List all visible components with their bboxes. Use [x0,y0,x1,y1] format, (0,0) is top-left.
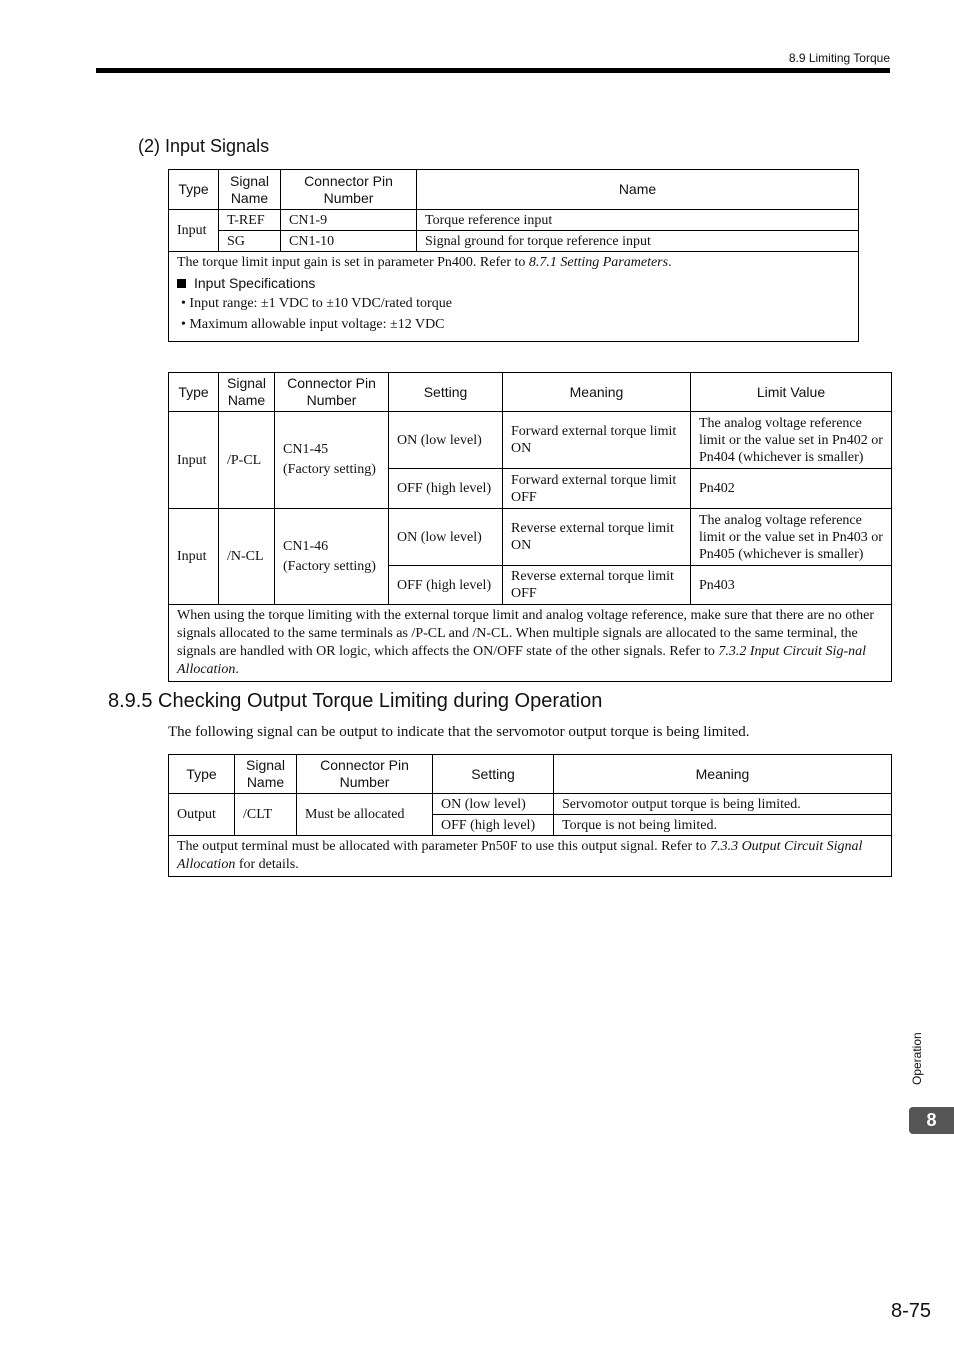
section-heading: 8.9.5 Checking Output Torque Limiting during Operation [108,690,603,712]
spec-bullet: • Input range: ±1 VDC to ±10 VDC/rated torque [181,296,452,311]
setting-cell: ON (low level) [389,509,503,566]
table-header-row [169,373,892,412]
signal-cell: T-REF [219,210,281,231]
table-note [169,252,859,342]
note-reference: 7.3.2 Input Circuit Sig-nal Allocation [177,644,867,677]
col-limit-value: Limit Value [691,373,892,412]
table-row [169,412,892,469]
table-row [169,509,892,566]
spec-heading: Input Specifications [194,275,316,291]
external-torque-limit-table [168,372,892,682]
pin-cell: Must be allocated [297,794,433,836]
output-signal-table [168,754,892,877]
table-note-row [169,836,892,877]
table-note-row [169,605,892,682]
note-end: for details. [235,857,299,872]
pin-cell [275,509,389,605]
type-cell: Input [169,509,219,605]
note-text: The torque limit input gain is set in parameter Pn400. Refer to [177,255,529,270]
setting-cell: OFF (high level) [389,566,503,605]
signal-cell: /N-CL [219,509,275,605]
table-row [169,231,859,252]
chapter-tab: 8 [909,1107,954,1134]
pin-cell: CN1-9 [281,210,417,231]
col-meaning: Meaning [554,755,892,794]
setting-cell: ON (low level) [389,412,503,469]
pin-cell: CN1-10 [281,231,417,252]
table-row [169,210,859,231]
col-signal-name: Signal Name [235,755,297,794]
col-type: Type [169,755,235,794]
limit-cell: Pn402 [691,469,892,509]
input-signals-heading: (2) Input Signals [138,136,270,156]
pin-note: (Factory setting) [283,558,376,574]
signal-cell: /CLT [235,794,297,836]
col-connector-pin: Connector Pin Number [281,170,417,210]
table-header-row [169,755,892,794]
limit-cell: The analog voltage reference limit or the value set in Pn403 or Pn405 (whichever is smaller) [691,509,892,566]
note-reference: 7.3.3 Output Circuit Signal Allocation [177,839,863,872]
pin-cell [275,412,389,509]
note-reference: 8.7.1 Setting Parameters [528,255,669,270]
meaning-cell: Forward external torque limit OFF [503,469,691,509]
limit-cell: The analog voltage reference limit or the value set in Pn402 or Pn404 (whichever is smaller) [691,412,892,469]
pin-number: CN1-45 [283,442,329,457]
setting-cell: OFF (high level) [389,469,503,509]
meaning-cell: Reverse external torque limit ON [503,509,691,566]
name-cell: Signal ground for torque reference input [417,231,859,252]
table-note [169,836,892,877]
setting-cell: ON (low level) [433,794,554,815]
note-text: When using the torque limiting with the external torque limit and analog voltage reference, make sure that there are no other signals allocated to the same terminals as /P-CL and /N-CL. When multiple signals are allocated to the same terminal, the signals are handled with OR logic, which affects the ON/OFF state of the other signals. Refer to [177,608,875,659]
col-type: Type [169,170,219,210]
note-end: . [235,662,239,677]
table-note-row [169,252,859,342]
note-end: . [668,255,672,270]
col-connector-pin: Connector Pin Number [297,755,433,794]
signal-cell: /P-CL [219,412,275,509]
running-header: 8.9 Limiting Torque [788,51,890,65]
meaning-cell: Servomotor output torque is being limited. [554,794,892,815]
table-header-row [169,170,859,210]
page-number: 8-75 [890,1300,931,1322]
spec-bullet: • Maximum allowable input voltage: ±12 VDC [181,317,445,332]
setting-cell: OFF (high level) [433,815,554,836]
section-lead-text: The following signal can be output to indicate that the servomotor output torque is being limited. [168,724,750,740]
col-meaning: Meaning [503,373,691,412]
col-type: Type [169,373,219,412]
type-cell: Output [169,794,235,836]
chapter-side-label: Operation [910,1032,924,1085]
col-signal-name: Signal Name [219,170,281,210]
col-name: Name [417,170,859,210]
table-row [169,794,892,815]
note-text: The output terminal must be allocated with parameter Pn50F to use this output signal. Refer to [177,839,711,854]
col-signal-name: Signal Name [219,373,275,412]
pin-note: (Factory setting) [283,462,376,477]
col-setting: Setting [433,755,554,794]
input-signals-table [168,169,859,342]
type-cell: Input [169,210,219,252]
signal-cell: SG [219,231,281,252]
col-setting: Setting [389,373,503,412]
meaning-cell: Forward external torque limit ON [503,412,691,469]
table-note [169,605,892,682]
header-rule [96,68,890,73]
name-cell: Torque reference input [417,210,859,231]
col-connector-pin: Connector Pin Number [275,373,389,412]
square-bullet-icon [177,279,186,288]
limit-cell: Pn403 [691,566,892,605]
meaning-cell: Reverse external torque limit OFF [503,566,691,605]
meaning-cell: Torque is not being limited. [554,815,892,836]
type-cell: Input [169,412,219,509]
pin-number: CN1-46 [283,538,329,554]
